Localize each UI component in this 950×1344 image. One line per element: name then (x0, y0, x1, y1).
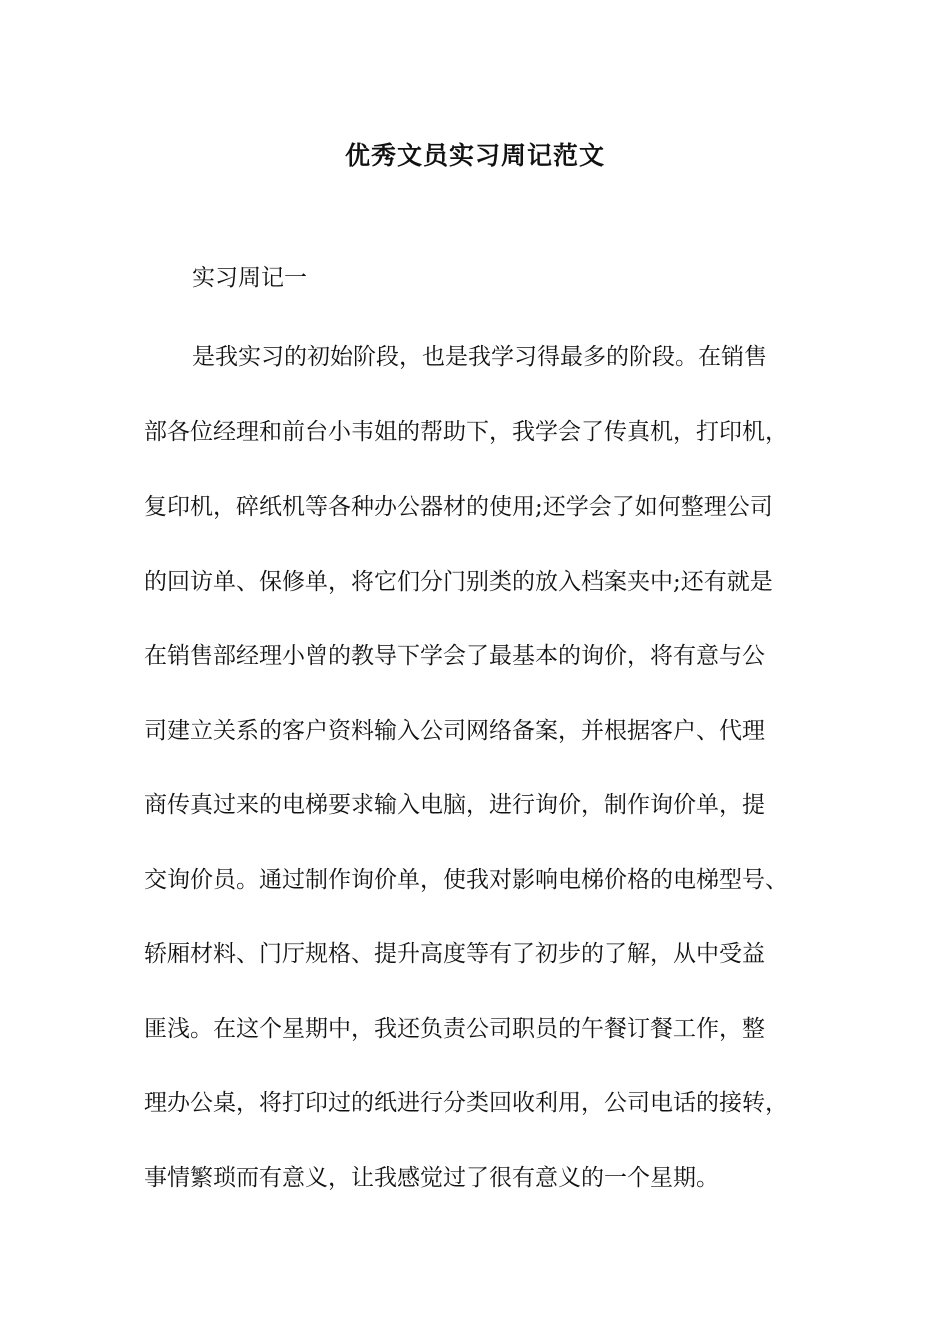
section-heading: 实习周记一 (192, 265, 307, 291)
paragraph-line: 复印机，碎纸机等各种办公器材的使用;还学会了如何整理公司 (144, 494, 773, 520)
paragraph-line: 商传真过来的电梯要求输入电脑，进行询价，制作询价单，提 (144, 792, 765, 818)
paragraph-line: 的回访单、保修单，将它们分门别类的放入档案夹中;还有就是 (144, 569, 773, 595)
paragraph-line: 在销售部经理小曾的教导下学会了最基本的询价，将有意与公 (144, 643, 765, 669)
document-title: 优秀文员实习周记范文 (344, 141, 605, 170)
paragraph-line: 交询价员。通过制作询价单，使我对影响电梯价格的电梯型号、 (144, 867, 788, 893)
paragraph-line: 轿厢材料、门厅规格、提升高度等有了初步的了解，从中受益 (144, 941, 765, 967)
paragraph-line: 匪浅。在这个星期中，我还负责公司职员的午餐订餐工作，整 (144, 1016, 765, 1042)
paragraph-line: 是我实习的初始阶段，也是我学习得最多的阶段。在销售 (192, 344, 767, 370)
paragraph-line: 司建立关系的客户资料输入公司网络备案，并根据客户、代理 (144, 718, 765, 744)
paragraph-line: 理办公桌，将打印过的纸进行分类回收利用，公司电话的接转， (144, 1090, 788, 1116)
paragraph-line: 事情繁琐而有意义，让我感觉过了很有意义的一个星期。 (144, 1165, 719, 1191)
paragraph-line: 部各位经理和前台小韦姐的帮助下，我学会了传真机，打印机， (144, 419, 788, 445)
